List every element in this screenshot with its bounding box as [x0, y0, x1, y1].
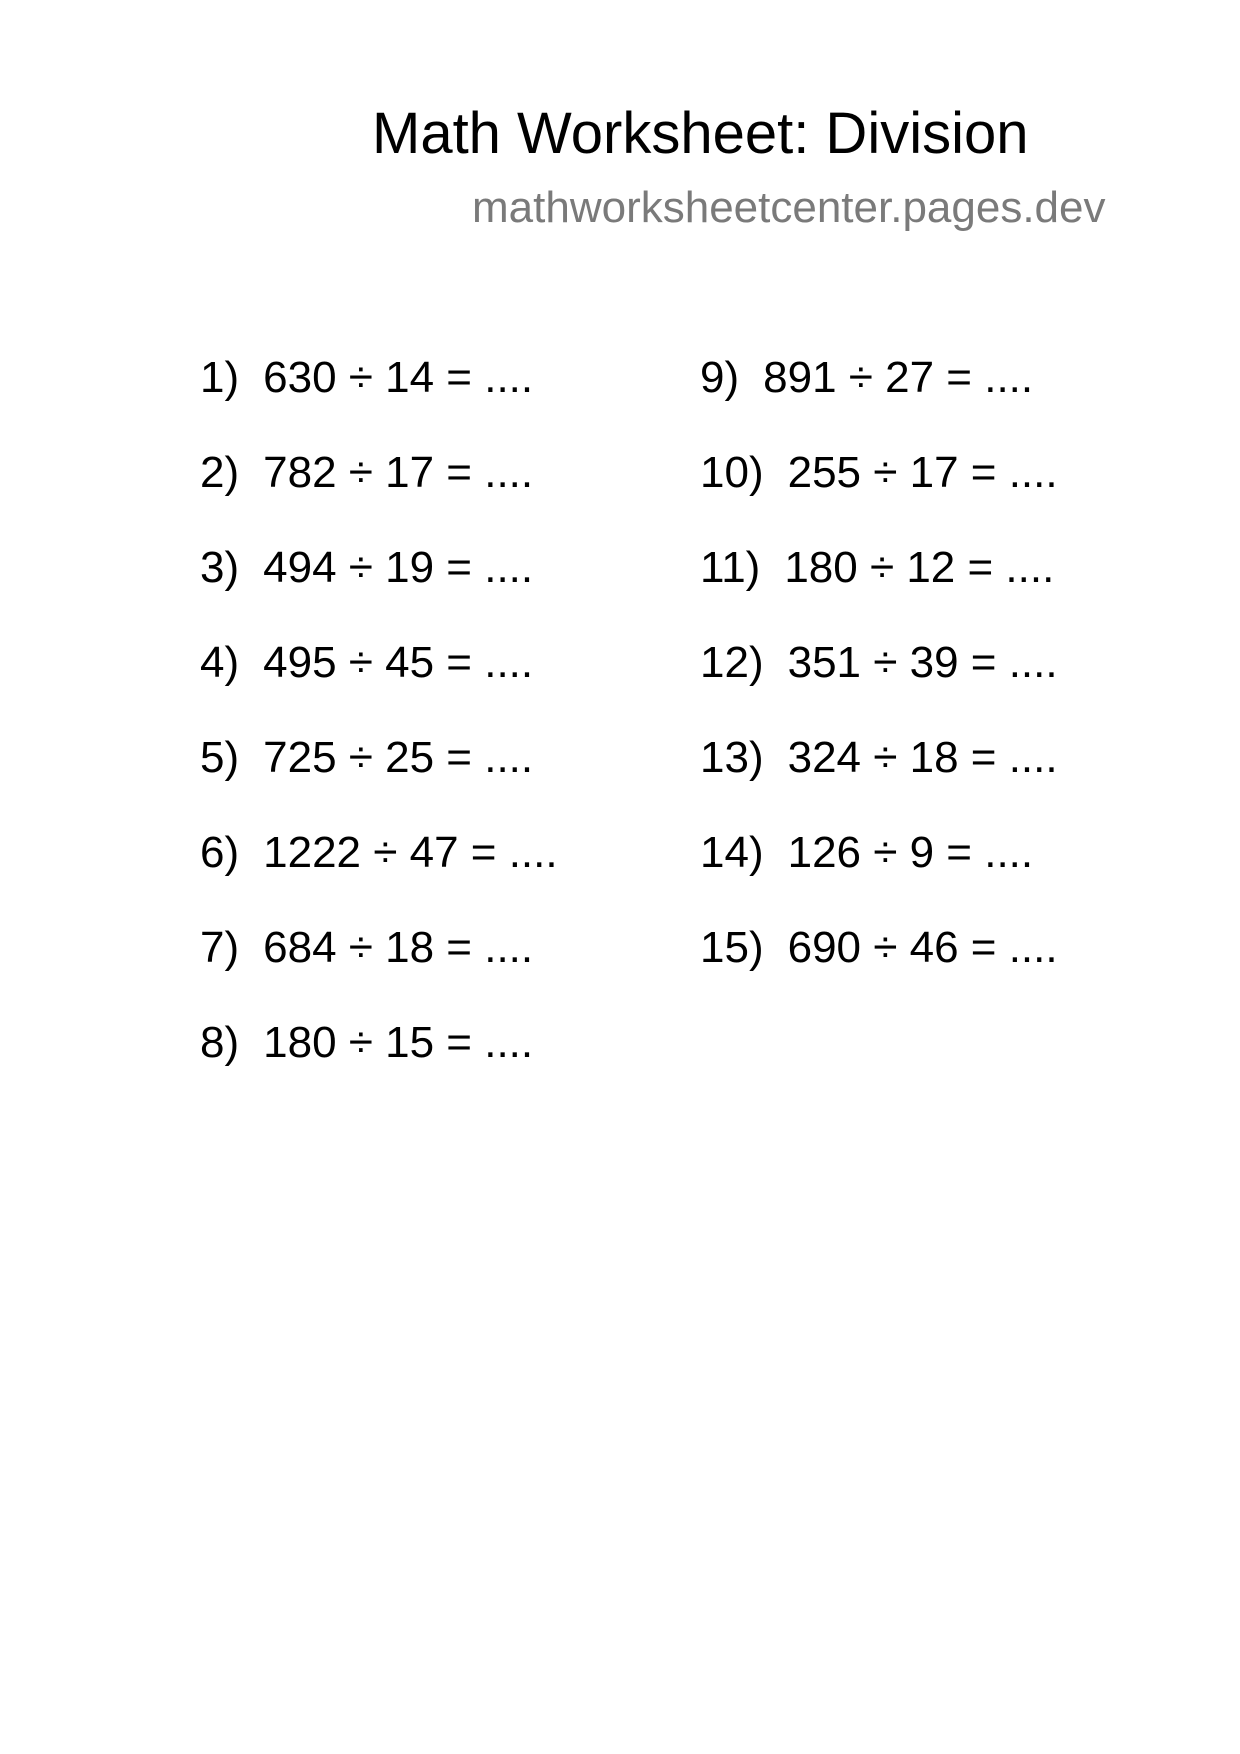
problem-number: 8) — [200, 1018, 240, 1067]
problem-expression: 891 ÷ 27 = .... — [763, 353, 1034, 402]
problem-expression: 324 ÷ 18 = .... — [787, 733, 1058, 782]
problem-expression: 782 ÷ 17 = .... — [263, 448, 534, 497]
worksheet-title: Math Worksheet: Division — [372, 101, 1029, 166]
problem-item — [200, 350, 533, 406]
problem-item — [700, 920, 1058, 976]
problem-item — [200, 1015, 533, 1071]
problem-expression: 495 ÷ 45 = .... — [263, 638, 534, 687]
problem-expression: 690 ÷ 46 = .... — [787, 923, 1058, 972]
problem-number: 3) — [200, 543, 240, 592]
problem-number: 6) — [200, 828, 240, 877]
problem-number: 12) — [700, 638, 764, 687]
problem-expression: 180 ÷ 15 = .... — [263, 1018, 534, 1067]
problem-expression: 684 ÷ 18 = .... — [263, 923, 534, 972]
problem-item — [700, 350, 1033, 406]
problem-item — [700, 540, 1054, 596]
problem-item — [700, 445, 1058, 501]
problem-item — [200, 825, 558, 881]
problem-item — [700, 730, 1058, 786]
problem-number: 9) — [700, 353, 740, 402]
problem-expression: 725 ÷ 25 = .... — [263, 733, 534, 782]
problem-expression: 494 ÷ 19 = .... — [263, 543, 534, 592]
problem-number: 7) — [200, 923, 240, 972]
problem-number: 14) — [700, 828, 764, 877]
problem-number: 13) — [700, 733, 764, 782]
problem-item — [200, 730, 533, 786]
problem-item — [700, 825, 1033, 881]
problem-number: 11) — [700, 543, 761, 592]
problem-number: 10) — [700, 448, 764, 497]
problem-item — [700, 635, 1058, 691]
problem-expression: 630 ÷ 14 = .... — [263, 353, 534, 402]
problem-number: 1) — [200, 353, 240, 402]
problem-item — [200, 920, 533, 976]
problem-item — [200, 635, 533, 691]
problem-item — [200, 445, 533, 501]
problem-number: 5) — [200, 733, 240, 782]
problem-item — [200, 540, 533, 596]
problem-expression: 1222 ÷ 47 = .... — [263, 828, 558, 877]
problem-number: 2) — [200, 448, 240, 497]
problem-expression: 255 ÷ 17 = .... — [787, 448, 1058, 497]
problem-number: 15) — [700, 923, 764, 972]
problem-expression: 126 ÷ 9 = .... — [787, 828, 1034, 877]
problem-expression: 351 ÷ 39 = .... — [787, 638, 1058, 687]
worksheet-source: mathworksheetcenter.pages.dev — [472, 183, 1106, 232]
problem-number: 4) — [200, 638, 240, 687]
problem-expression: 180 ÷ 12 = .... — [784, 543, 1055, 592]
